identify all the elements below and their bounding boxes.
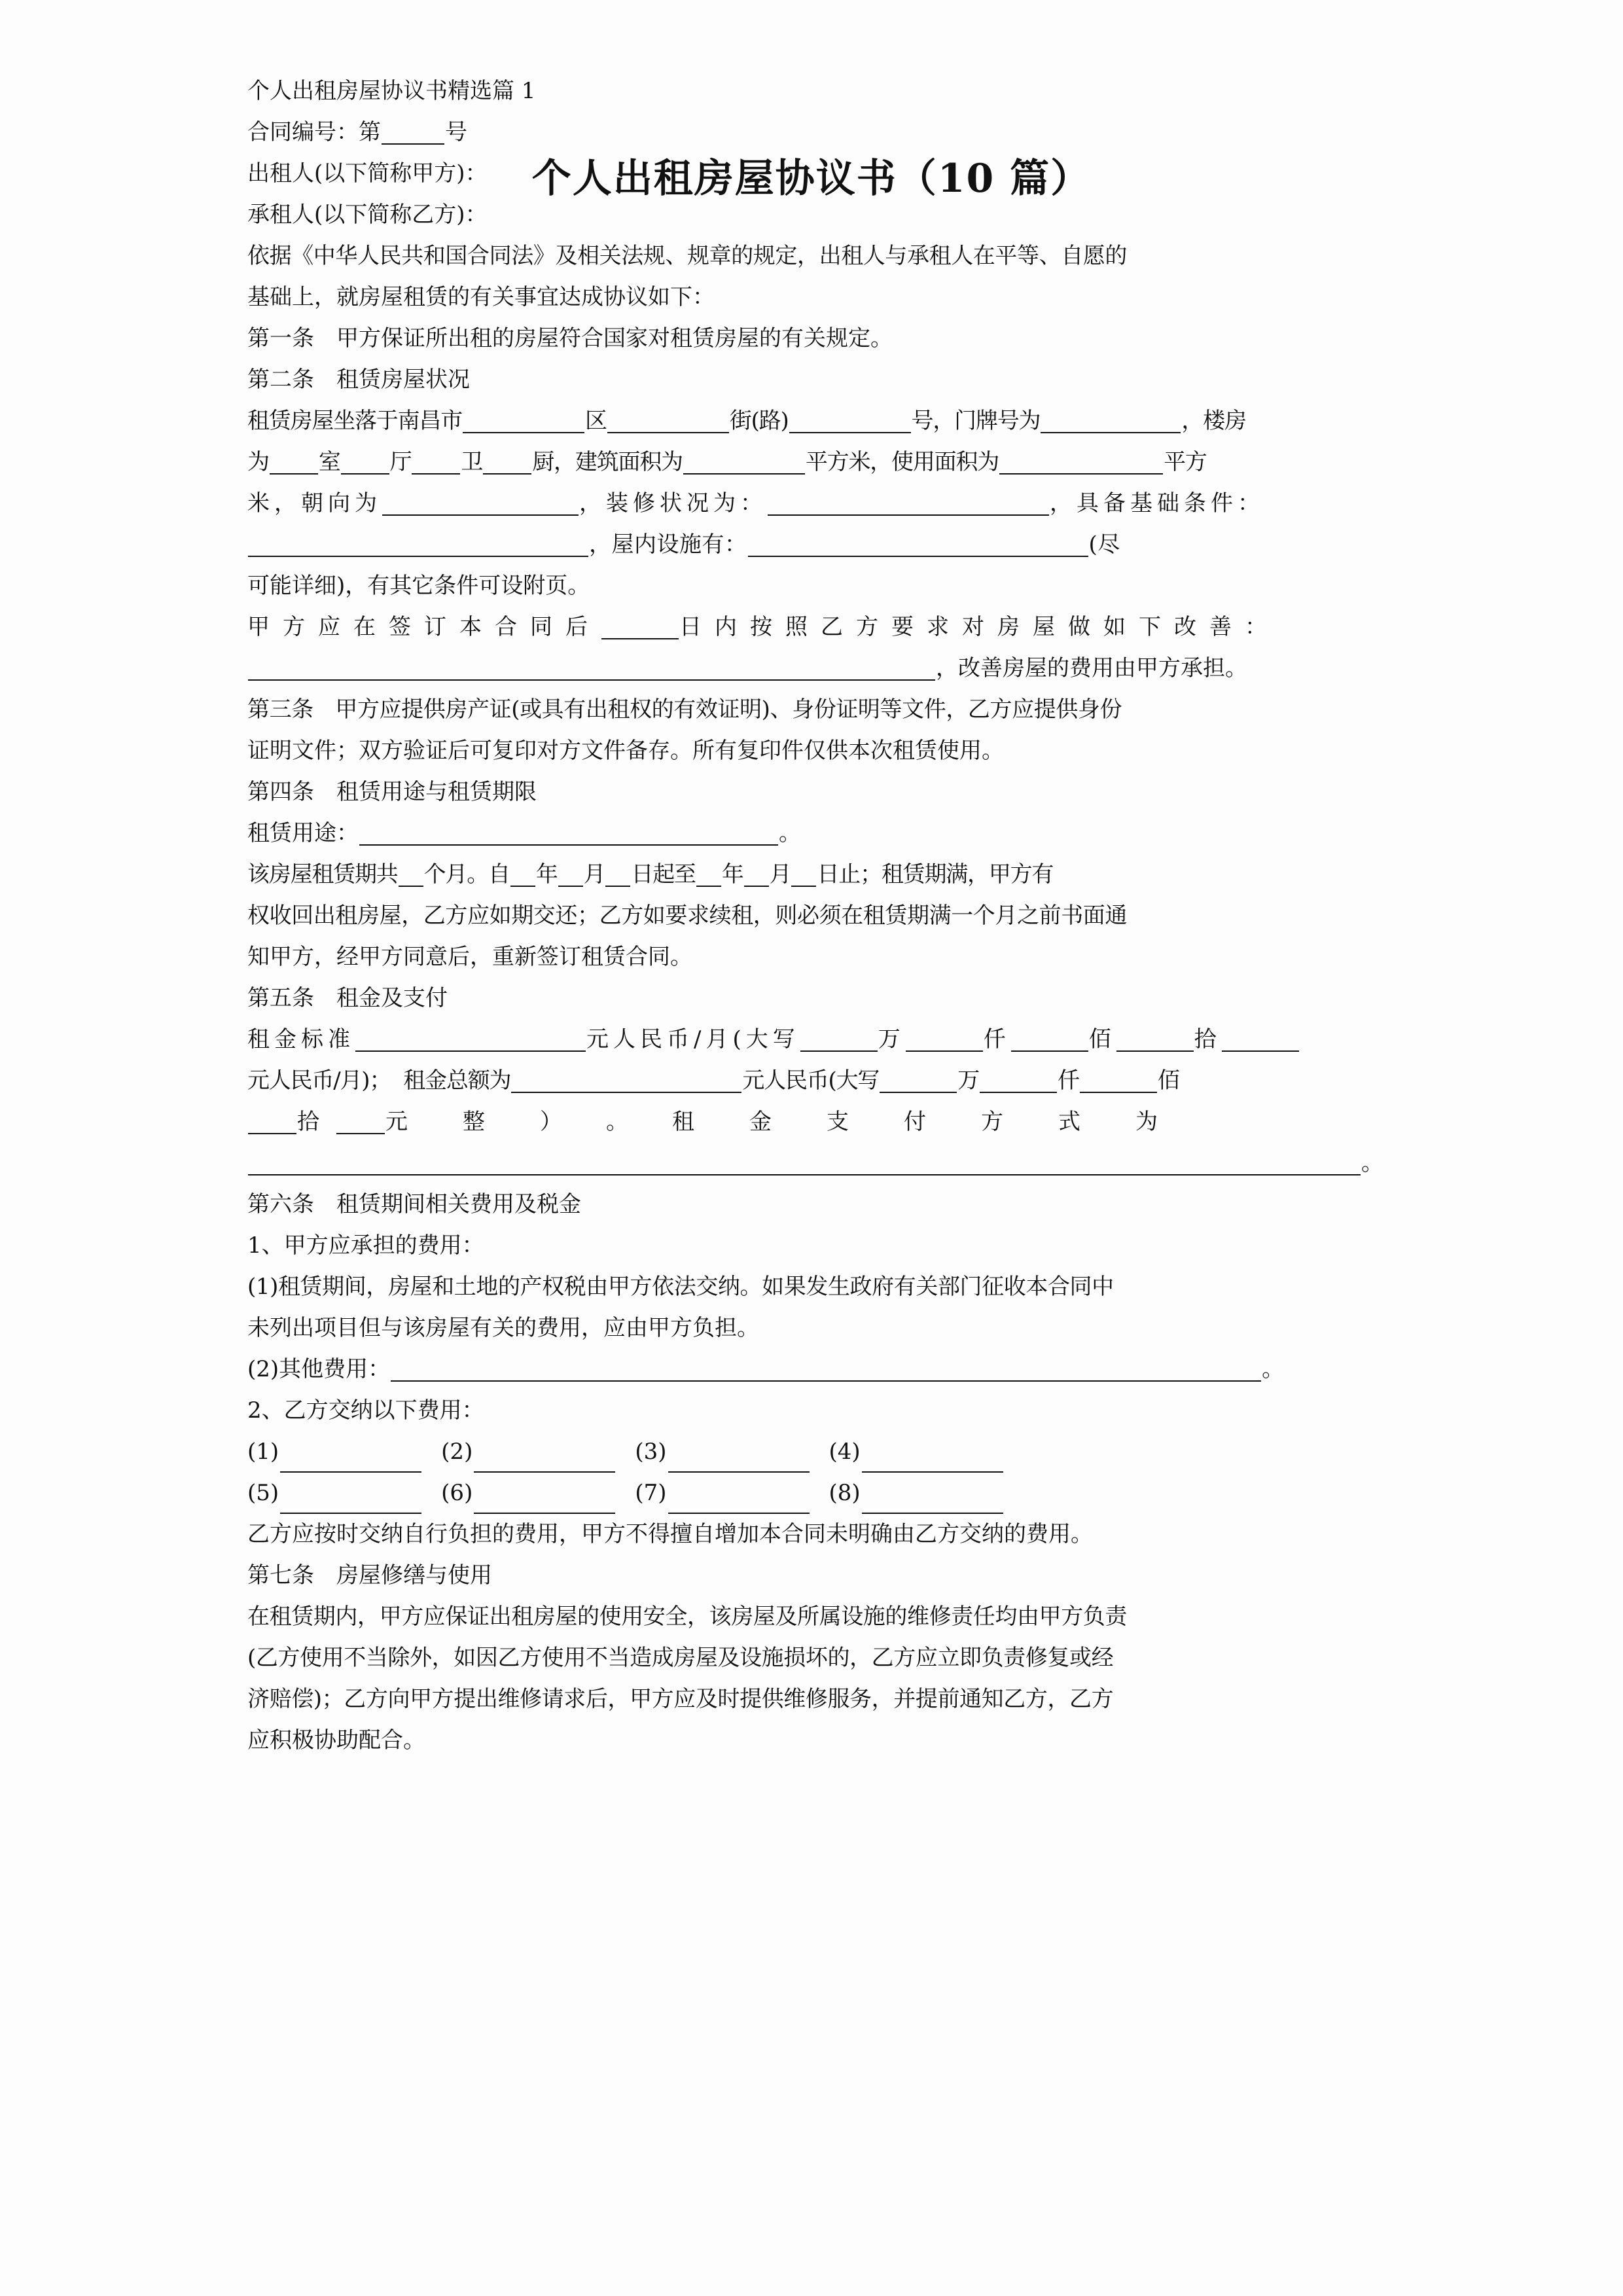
- article-2-rooms-line: [247, 442, 1382, 483]
- term-months-blank[interactable]: [399, 863, 423, 887]
- improvement-days-blank[interactable]: [601, 616, 679, 639]
- built-area-label: 厨，建筑面积为: [532, 449, 683, 475]
- rent-wan-unit: 万: [878, 1026, 905, 1052]
- address-prefix: 租赁房屋坐落于南昌市: [247, 408, 462, 434]
- contract-number-line: [247, 112, 1382, 153]
- start-month-blank[interactable]: [558, 863, 583, 887]
- bedroom-label: 室: [318, 449, 340, 475]
- detail-note-open: (尽: [1088, 531, 1120, 558]
- bathroom-blank[interactable]: [412, 451, 460, 475]
- fee-item-2-label: (2): [441, 1439, 473, 1465]
- district-blank[interactable]: [463, 410, 584, 433]
- street-number-blank[interactable]: [789, 410, 911, 433]
- term-expiry-text: 日止；租赁期满，甲方有: [817, 861, 1054, 888]
- end-month-blank[interactable]: [744, 863, 769, 887]
- fee-item-6-blank[interactable]: [474, 1490, 615, 1514]
- fee-item-5-label: (5): [247, 1480, 279, 1506]
- start-month-unit: 月: [583, 861, 605, 888]
- decoration-label: ，装修状况为：: [579, 490, 767, 516]
- rent-yuan-blank[interactable]: [1222, 1028, 1299, 1052]
- indoor-facilities-blank[interactable]: [748, 533, 1088, 557]
- fee-item-8-blank[interactable]: [862, 1490, 1003, 1514]
- fee-item-7-blank[interactable]: [668, 1490, 810, 1514]
- article-5-rate-line: [247, 1019, 1382, 1060]
- lease-use-label: 租赁用途：: [247, 820, 359, 846]
- fee-item-7: [635, 1473, 829, 1514]
- article-1: 第一条 甲方保证所出租的房屋符合国家对租赁房屋的有关规定。: [247, 325, 893, 351]
- article-6-party-b-fees: 2、乙方交纳以下费用：: [247, 1397, 484, 1424]
- other-fees-label: (2)其他费用：: [247, 1356, 391, 1382]
- rent-standard-label: 租金标准: [247, 1026, 355, 1052]
- fee-item-1: [247, 1431, 441, 1473]
- fee-item-7-label: (7): [635, 1480, 667, 1506]
- article-5-payment-blank-line: [247, 1143, 1382, 1184]
- living-room-blank[interactable]: [341, 451, 389, 475]
- article-2-orientation-line: [247, 483, 1382, 524]
- lease-use-period: 。: [779, 820, 801, 846]
- door-number-label: 号，门牌号为: [911, 408, 1041, 434]
- article-2-title: 第二条 租赁房屋状况: [247, 367, 470, 393]
- rooms-prefix: 为: [247, 449, 269, 475]
- payment-method-label: 元 整 ） 。 租 金 支 付 方 式 为: [385, 1109, 1174, 1135]
- fee-items-row-1: [247, 1431, 1382, 1473]
- end-year-unit: 年: [721, 861, 743, 888]
- end-day-blank[interactable]: [791, 863, 816, 887]
- rent-qian-unit: 仟: [983, 1026, 1010, 1052]
- fee-item-3: [635, 1431, 829, 1473]
- article-3-line-2: 证明文件；双方验证后可复印对方文件备存。所有复印件仅供本次租赁使用。: [247, 738, 1004, 764]
- document-subtitle: 个人出租房屋协议书精选篇 1: [247, 78, 536, 104]
- improvement-suffix: 日内按照乙方要求对房屋做如下改善：: [679, 614, 1280, 640]
- term-to-label: 日起至: [631, 861, 696, 888]
- rent-currency-label: 元人民币/月(大写: [586, 1026, 800, 1052]
- street-blank[interactable]: [607, 410, 729, 433]
- indoor-facilities-label: ，屋内设施有：: [589, 531, 747, 558]
- start-day-blank[interactable]: [605, 863, 630, 887]
- term-prefix: 该房屋租赁期共: [247, 861, 398, 888]
- rent-standard-blank[interactable]: [355, 1028, 586, 1052]
- article-container: [247, 71, 1382, 1761]
- article-3-line-1: 第三条 甲方应提供房产证(或具有出租权的有效证明)、身份证明等文件，乙方应提供身份: [247, 696, 1122, 723]
- article-7-line-1: 在租赁期内，甲方应保证出租房屋的使用安全，该房屋及所属设施的维修责任均由甲方负责: [247, 1604, 1127, 1630]
- lessee-line: 承租人(以下简称乙方)：: [247, 202, 488, 228]
- basic-conditions-label: ，具备基础条件：: [1050, 490, 1264, 516]
- article-7-line-4: 应积极协助配合。: [247, 1727, 425, 1753]
- total-wan-unit: 万: [957, 1067, 980, 1094]
- building-suffix: ，楼房: [1181, 408, 1246, 434]
- article-4-title: 第四条 租赁用途与租赁期限: [247, 779, 537, 805]
- lessor-line: 出租人(以下简称甲方)：: [247, 160, 488, 187]
- lease-use-blank[interactable]: [359, 822, 778, 846]
- improvement-cost-text: ，改善房屋的费用由甲方承担。: [936, 655, 1247, 681]
- fee-item-1-blank[interactable]: [280, 1449, 421, 1473]
- contract-number-blank[interactable]: [382, 121, 444, 145]
- article-2-address-line: [247, 401, 1382, 442]
- basic-conditions-blank[interactable]: [248, 533, 588, 557]
- article-6-item-1-line-1: (1)租赁期间，房屋和土地的产权税由甲方依法交纳。如果发生政府有关部门征收本合同中: [247, 1274, 1114, 1300]
- total-shi-blank[interactable]: [248, 1111, 296, 1134]
- end-month-unit: 月: [769, 861, 791, 888]
- article-6-item-2-line: [247, 1349, 1382, 1390]
- other-fees-period: 。: [1262, 1356, 1285, 1382]
- fee-item-3-blank[interactable]: [668, 1449, 810, 1473]
- term-from-label: 个月。自: [423, 861, 510, 888]
- decoration-blank[interactable]: [768, 492, 1049, 516]
- improvement-prefix: 甲方应在签订本合同后: [247, 614, 601, 640]
- fee-item-2-blank[interactable]: [474, 1449, 615, 1473]
- article-5-total-line: [247, 1060, 1382, 1102]
- orientation-label: 米，朝向为: [247, 490, 382, 516]
- fee-item-2: [441, 1431, 635, 1473]
- rent-bai-unit: 佰: [1088, 1026, 1116, 1052]
- end-year-blank[interactable]: [696, 863, 721, 887]
- article-7-line-3: 济赔偿)；乙方向甲方提出维修请求后，甲方应及时提供维修服务，并提前通知乙方，乙方: [247, 1686, 1114, 1712]
- rent-total-label: 元人民币/月)； 租金总额为: [247, 1067, 511, 1094]
- total-bai-unit: 佰: [1157, 1067, 1179, 1094]
- article-6-party-a-fees: 1、甲方应承担的费用：: [247, 1232, 484, 1259]
- start-year-blank[interactable]: [510, 863, 535, 887]
- article-4-line-3: 知甲方，经甲方同意后，重新签订租赁合同。: [247, 944, 692, 970]
- rent-wan-blank[interactable]: [800, 1028, 878, 1052]
- article-4-term-line: [247, 854, 1382, 895]
- article-6-item-1-line-2: 未列出项目但与该房屋有关的费用，应由甲方负担。: [247, 1315, 759, 1341]
- article-2-detail-note: 可能详细)，有其它条件可设附页。: [247, 573, 590, 599]
- fee-item-4: [829, 1431, 1023, 1473]
- fee-item-4-label: (4): [829, 1439, 861, 1465]
- fee-item-4-blank[interactable]: [862, 1449, 1003, 1473]
- rent-shi-unit: 拾: [1194, 1026, 1221, 1052]
- total-shi-unit: 拾: [297, 1109, 336, 1135]
- usable-area-label: 平方米，使用面积为: [805, 449, 999, 475]
- contract-number-label: 合同编号：第: [247, 119, 381, 145]
- total-qian-blank[interactable]: [980, 1069, 1057, 1093]
- fee-item-3-label: (3): [635, 1439, 667, 1465]
- bedroom-blank[interactable]: [270, 451, 318, 475]
- living-room-label: 厅: [389, 449, 412, 475]
- rent-qian-blank[interactable]: [906, 1028, 983, 1052]
- page-title: 个人出租房屋协议书（10 篇）: [531, 156, 1092, 202]
- total-wan-blank[interactable]: [880, 1069, 957, 1093]
- total-qian-unit: 仟: [1058, 1067, 1079, 1094]
- orientation-blank[interactable]: [382, 492, 579, 516]
- fee-items-row-2: [247, 1473, 1382, 1514]
- fee-item-5-blank[interactable]: [280, 1490, 421, 1514]
- fee-item-6-label: (6): [441, 1480, 473, 1506]
- built-area-blank[interactable]: [683, 451, 805, 475]
- rent-total-blank[interactable]: [511, 1069, 741, 1093]
- rent-shi-blank[interactable]: [1116, 1028, 1194, 1052]
- preamble-line-2: 基础上，就房屋租赁的有关事宜达成协议如下：: [247, 284, 715, 310]
- other-fees-blank[interactable]: [391, 1358, 1261, 1382]
- fee-item-8-label: (8): [829, 1480, 861, 1506]
- improvement-detail-blank[interactable]: [248, 657, 935, 681]
- total-bai-blank[interactable]: [1080, 1069, 1157, 1093]
- article-7-line-2: (乙方使用不当除外，如因乙方使用不当造成房屋及设施损坏的，乙方应立即负责修复或经: [247, 1645, 1114, 1671]
- bathroom-label: 卫: [461, 449, 483, 475]
- article-7-title: 第七条 房屋修缮与使用: [247, 1562, 492, 1588]
- district-label: 区: [585, 408, 607, 434]
- rent-bai-blank[interactable]: [1011, 1028, 1088, 1052]
- street-label: 街(路): [729, 408, 789, 434]
- kitchen-blank[interactable]: [483, 451, 531, 475]
- payment-method-blank[interactable]: [248, 1152, 1361, 1175]
- contract-number-suffix: 号: [445, 119, 467, 145]
- article-5-title: 第五条 租金及支付: [247, 985, 448, 1011]
- article-5-payment-line: [247, 1102, 1382, 1143]
- article-2-improvement-cost-line: [247, 648, 1382, 689]
- preamble-line-1: 依据《中华人民共和国合同法》及相关法规、规章的规定，出租人与承租人在平等、自愿的: [247, 243, 1127, 269]
- fee-item-1-label: (1): [247, 1439, 279, 1465]
- rent-total-currency-label: 元人民币(大写: [742, 1067, 880, 1094]
- start-year-unit: 年: [535, 861, 558, 888]
- article-2-improvement-line: [247, 607, 1382, 648]
- door-number-blank[interactable]: [1041, 410, 1181, 433]
- payment-method-period: 。: [1361, 1150, 1383, 1176]
- article-2-facilities-line: [247, 524, 1382, 565]
- usable-area-blank[interactable]: [999, 451, 1163, 475]
- fee-item-5: [247, 1473, 441, 1514]
- article-4-line-2: 权收回出租房屋，乙方应如期交还；乙方如要求续租，则必须在租赁期满一个月之前书面通: [247, 903, 1127, 929]
- article-6-note: 乙方应按时交纳自行负担的费用，甲方不得擅自增加本合同未明确由乙方交纳的费用。: [247, 1521, 1093, 1547]
- article-4-use-line: [247, 813, 1382, 854]
- fee-item-8: [829, 1473, 1023, 1514]
- article-6-title: 第六条 租赁期间相关费用及税金: [247, 1191, 581, 1217]
- document-body: [247, 0, 1382, 1761]
- fee-item-6: [441, 1473, 635, 1514]
- area-unit-suffix: 平方: [1164, 449, 1207, 475]
- total-yuan-blank[interactable]: [336, 1111, 385, 1134]
